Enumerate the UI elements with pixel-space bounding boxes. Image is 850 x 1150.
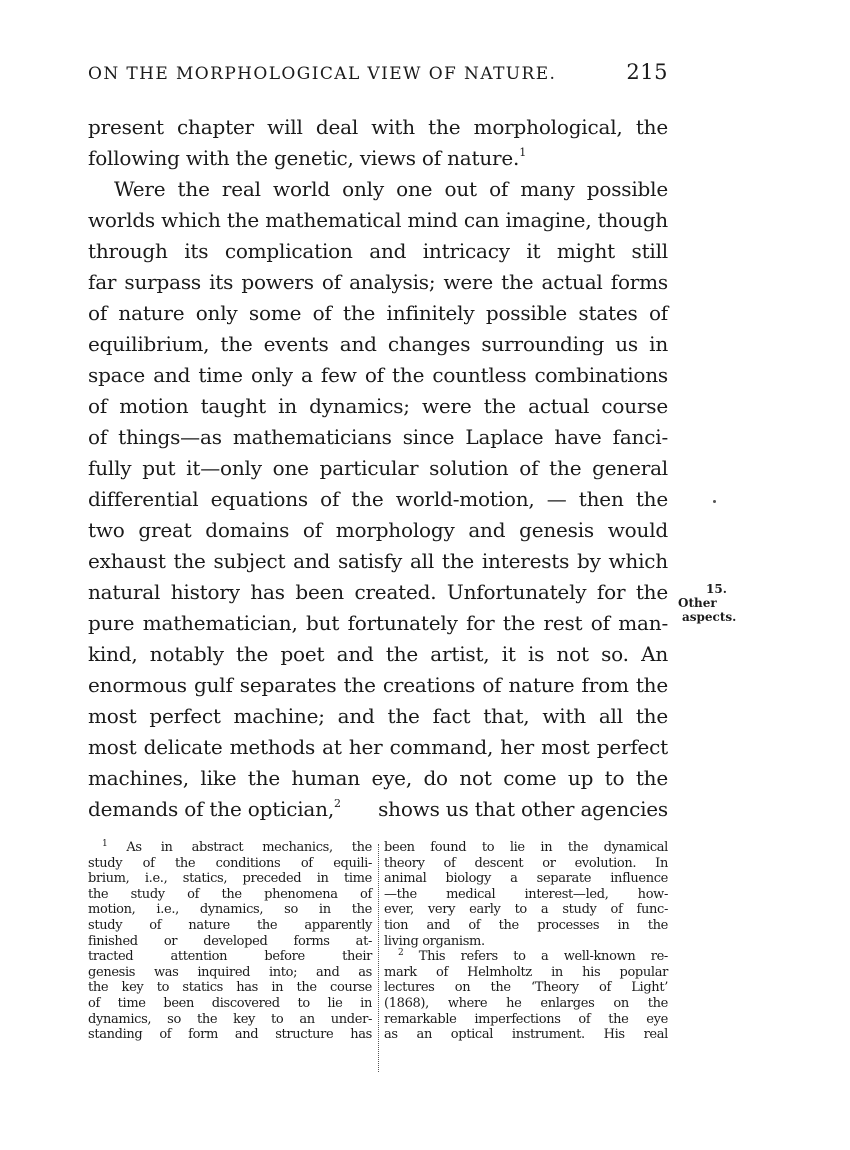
text-line: of motion taught in dynamics; were the actual course: [88, 394, 668, 418]
footnote-text: As in abstract mechanics, the: [126, 840, 372, 855]
text-line: fully put it—only one particular solution of the general: [88, 456, 668, 480]
main-text: [88, 112, 668, 825]
text-line: pure mathematician, but fortunately for the rest of man-: [88, 611, 668, 635]
text-line: two great domains of morphology and genesis would: [88, 518, 668, 542]
section-number: 15.: [706, 582, 727, 596]
text-line: present chapter will deal with the morphological, the: [88, 115, 668, 139]
footnote-line: study of nature the apparently: [88, 917, 372, 933]
page-number: 215: [626, 60, 668, 84]
footnote-line: theory of descent or evolution. In: [384, 855, 668, 871]
text-line: [88, 143, 668, 174]
footnote-line: the study of the phenomena of: [88, 886, 372, 902]
text-line: of things—as mathematicians since Laplace have fanci-: [88, 425, 668, 449]
text-line: [88, 794, 668, 825]
footnote-line: finished or developed forms at-: [88, 933, 372, 949]
text-line: equilibrium, the events and changes surrounding us in: [88, 332, 668, 356]
text-line-start: [88, 794, 341, 825]
margin-note: [678, 582, 740, 624]
text-line-content: following with the genetic, views of nature.: [88, 146, 520, 170]
footnote-line: dynamics, so the key to an under-: [88, 1011, 372, 1027]
text-line: kind, notably the poet and the artist, it is not so. An: [88, 642, 668, 666]
print-speck: [713, 500, 716, 503]
text-line: through its complication and intricacy it might still: [88, 239, 668, 263]
text-line: exhaust the subject and satisfy all the interests by which: [88, 549, 668, 573]
text-line: worlds which the mathematical mind can imagine, though: [88, 208, 668, 232]
footnote-line: [88, 840, 372, 856]
footnote-marker-1: 1: [102, 839, 108, 849]
footnote-line: standing of form and structure has: [88, 1027, 372, 1043]
footnote-marker-2: 2: [398, 948, 404, 959]
column-divider: [378, 844, 379, 1072]
footnote-line: study of the conditions of equili-: [88, 855, 372, 871]
footnote-line: genesis was inquired into; and as: [88, 964, 372, 980]
footnote-ref-1: 1: [519, 146, 527, 159]
footnote-line: as an optical instrument. His real: [384, 1027, 668, 1043]
text-line: enormous gulf separates the creations of nature from the: [88, 673, 668, 697]
margin-label: aspects.: [682, 610, 737, 624]
footnote-line: animal biology a separate influence: [384, 871, 668, 887]
text-line-end: shows us that other agencies: [378, 797, 668, 821]
footnote-ref-2: 2: [333, 797, 341, 810]
footnote-line: brium, i.e., statics, preceded in time: [88, 871, 372, 887]
text-line: space and time only a few of the countless combinations: [88, 363, 668, 387]
text-line: most delicate methods at her command, her most perfect: [88, 735, 668, 759]
text-line: of nature only some of the infinitely possible states of: [88, 301, 668, 325]
text-line: far surpass its powers of analysis; were the actual forms: [88, 270, 668, 294]
footnote-line: tion and of the processes in the: [384, 917, 668, 933]
footnote-column-right: [384, 840, 668, 1076]
text-line: Were the real world only one out of many possible: [114, 177, 668, 201]
footnote-line: (1868), where he enlarges on the: [384, 995, 668, 1011]
running-header: [88, 60, 668, 90]
text-line: machines, like the human eye, do not come up to the: [88, 766, 668, 790]
text-segment: demands of the optician,: [88, 797, 334, 821]
footnote-line: ever, very early to a study of func-: [384, 902, 668, 918]
footnote-line: remarkable imperfections of the eye: [384, 1011, 668, 1027]
footnote-line: been found to lie in the dynamical: [384, 840, 668, 855]
footnote-column-left: [88, 840, 372, 1076]
footnote-line: motion, i.e., dynamics, so in the: [88, 902, 372, 918]
footnote-line: mark of Helmholtz in his popular: [384, 964, 668, 980]
footnotes: [88, 840, 668, 1076]
footnote-line: [384, 949, 668, 965]
footnote-line: —the medical interest—led, how-: [384, 886, 668, 902]
footnote-line: the key to statics has in the course: [88, 980, 372, 996]
footnote-line: living organism.: [384, 933, 485, 949]
footnote-line: lectures on the ‘Theory of Light’: [384, 980, 668, 996]
text-line: most perfect machine; and the fact that, with all the: [88, 704, 668, 728]
footnote-text: This refers to a well-known re-: [418, 949, 668, 965]
footnote-line: tracted attention before their: [88, 949, 372, 965]
text-line: natural history has been created. Unfortunately for the: [88, 580, 668, 604]
text-line: differential equations of the world-motion, — then the: [88, 487, 668, 511]
running-title: ON THE MORPHOLOGICAL VIEW OF NATURE.: [88, 64, 557, 84]
margin-label: Other: [678, 596, 717, 610]
footnote-line: of time been discovered to lie in: [88, 995, 372, 1011]
